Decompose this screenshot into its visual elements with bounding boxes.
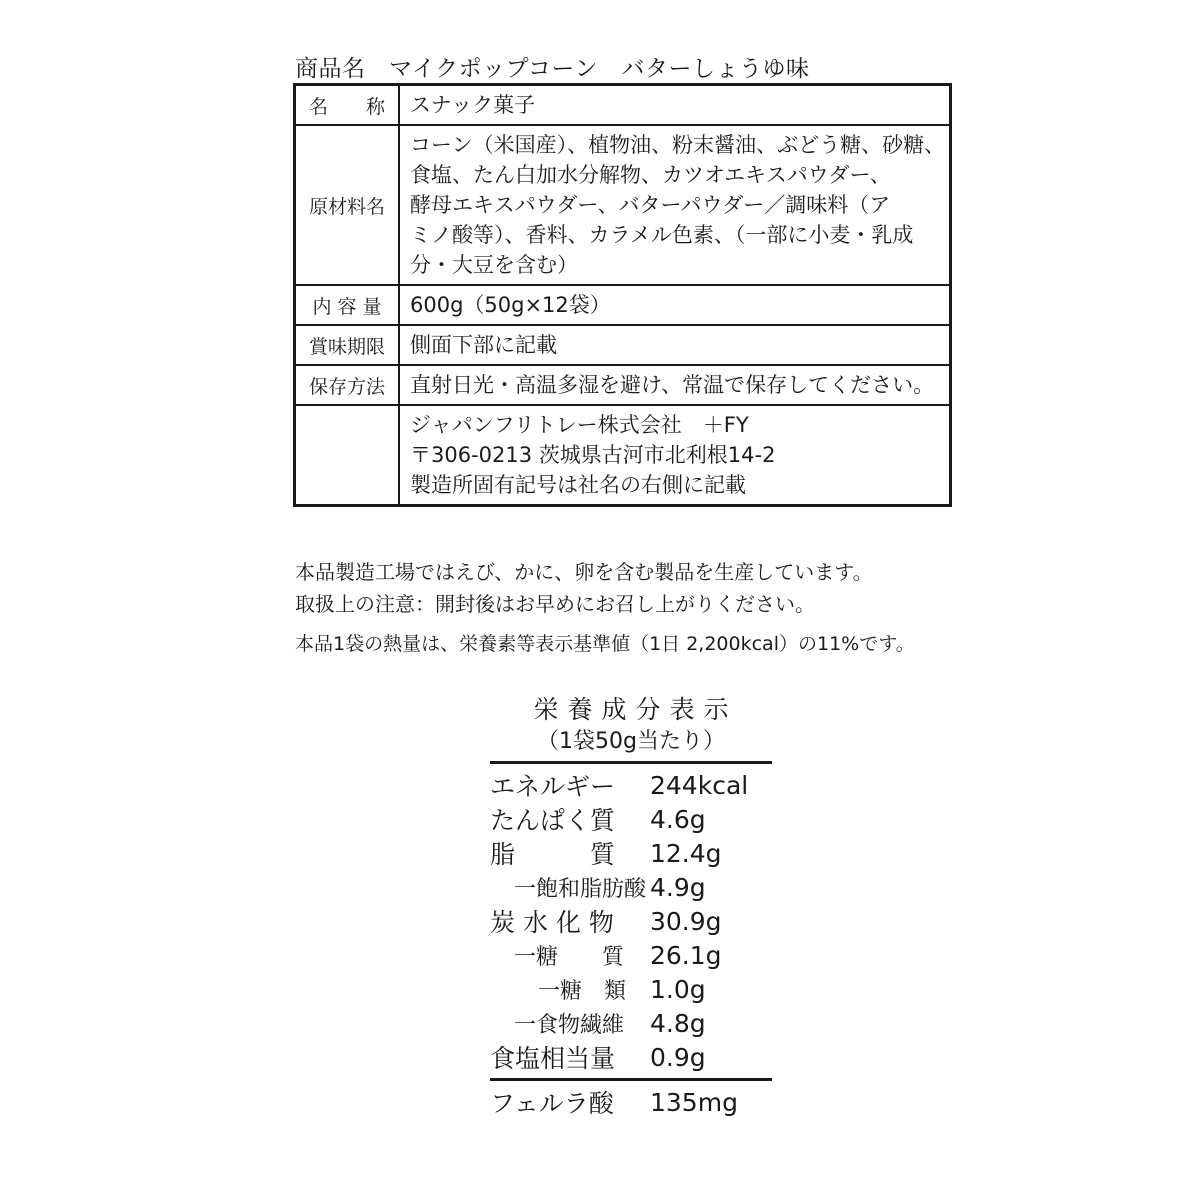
nutrition-value: 26.1g xyxy=(650,940,722,970)
nutrition-row xyxy=(490,836,772,870)
nutrition-label: たんぱく質 xyxy=(490,806,616,835)
info-label: 賞味期限 xyxy=(296,326,400,364)
nutrition-value: 4.9g xyxy=(650,872,706,902)
nutrition-label: 一飽和脂肪酸 xyxy=(514,876,647,902)
nutrition-label: 一糖 質 xyxy=(514,944,625,970)
calorie-note: 本品1袋の熱量は、栄養素等表示基準値（1日 2,200kcal）の11%です。 xyxy=(295,633,915,655)
nutrition-value: 12.4g xyxy=(650,838,722,868)
nutrition-label: 一食物繊維 xyxy=(514,1012,625,1038)
info-value-line: 食塩、たん白加水分解物、カツオエキスパウダー、 xyxy=(410,163,891,187)
product-info-table xyxy=(293,83,952,507)
info-value-line: 分・大豆を含む） xyxy=(410,253,578,277)
nutrition-label: エネルギー xyxy=(490,772,616,801)
nutrition-row xyxy=(490,870,772,904)
info-value-line: 酵母エキスパウダー、バターパウダー／調味料（ア xyxy=(410,193,891,217)
info-value xyxy=(400,126,951,284)
info-value-line: スナック菓子 xyxy=(410,93,536,117)
nutrition-label: フェルラ酸 xyxy=(490,1089,614,1118)
nutrition-row xyxy=(490,802,772,836)
nutrition-value: 244kcal xyxy=(650,770,749,800)
nutrition-divider xyxy=(490,1078,772,1081)
caution-note: 取扱上の注意：開封後はお早めにお召し上がりください。 xyxy=(295,592,815,616)
nutrition-value: 30.9g xyxy=(650,906,722,936)
info-label: 内 容 量 xyxy=(296,286,400,324)
nutrition-row xyxy=(490,768,772,802)
info-label: 保存方法 xyxy=(296,366,400,404)
nutrition-label: 食塩相当量 xyxy=(490,1044,616,1073)
info-value xyxy=(400,406,949,504)
nutrition-subtitle: （1袋50g当たり） xyxy=(537,729,725,754)
info-value xyxy=(400,286,949,324)
info-value-line: 製造所固有記号は社名の右側に記載 xyxy=(410,473,746,497)
nutrition-value: 4.8g xyxy=(650,1008,706,1038)
info-row-ingredients xyxy=(296,124,949,284)
info-value xyxy=(400,326,949,364)
nutrition-value: 135mg xyxy=(650,1087,738,1117)
info-row-contents xyxy=(296,284,949,324)
info-row-name xyxy=(296,86,949,124)
nutrition-row xyxy=(490,938,772,972)
nutrition-row-ferulic-acid xyxy=(490,1085,772,1119)
info-value xyxy=(400,366,949,404)
nutrition-value: 4.6g xyxy=(650,804,706,834)
nutrition-divider xyxy=(490,761,772,764)
info-value xyxy=(400,86,949,124)
nutrition-label: 炭 水 化 物 xyxy=(490,908,614,937)
nutrition-label: 一糖 類 xyxy=(538,978,627,1004)
nutrition-value: 0.9g xyxy=(650,1042,706,1072)
nutrition-row xyxy=(490,904,772,938)
nutrition-row xyxy=(490,972,772,1006)
nutrition-row xyxy=(490,1040,772,1074)
info-value-line: コーン（米国産）、植物油、粉末醤油、ぶどう糖、砂糖、 xyxy=(410,133,946,157)
info-value-line: 〒306-0213 茨城県古河市北利根14-2 xyxy=(410,443,776,467)
info-label: 原材料名 xyxy=(296,126,400,284)
info-row-manufacturer xyxy=(296,404,949,504)
allergen-note: 本品製造工場ではえび、かに、卵を含む製品を生産しています。 xyxy=(295,560,873,584)
nutrition-facts xyxy=(490,693,772,1119)
info-value-line: 側面下部に記載 xyxy=(410,333,557,357)
product-title: 商品名 マイクポップコーン バターしょうゆ味 xyxy=(295,56,810,82)
info-label xyxy=(296,406,400,504)
info-value-line: ミノ酸等）、香料、カラメル色素、（一部に小麦・乳成 xyxy=(410,223,914,247)
nutrition-value: 1.0g xyxy=(650,974,706,1004)
info-value-line: 600g（50g×12袋） xyxy=(410,293,611,317)
info-value-line: 直射日光・高温多湿を避け、常温で保存してください。 xyxy=(410,373,935,397)
info-row-best-before xyxy=(296,324,949,364)
info-value-line: ジャパンフリトレー株式会社 ＋FY xyxy=(410,413,749,437)
nutrition-label: 脂 質 xyxy=(490,840,616,869)
info-label: 名 称 xyxy=(296,86,400,124)
nutrition-row xyxy=(490,1006,772,1040)
info-row-storage xyxy=(296,364,949,404)
notes xyxy=(295,556,915,660)
nutrition-title: 栄養成分表示 xyxy=(533,695,738,724)
